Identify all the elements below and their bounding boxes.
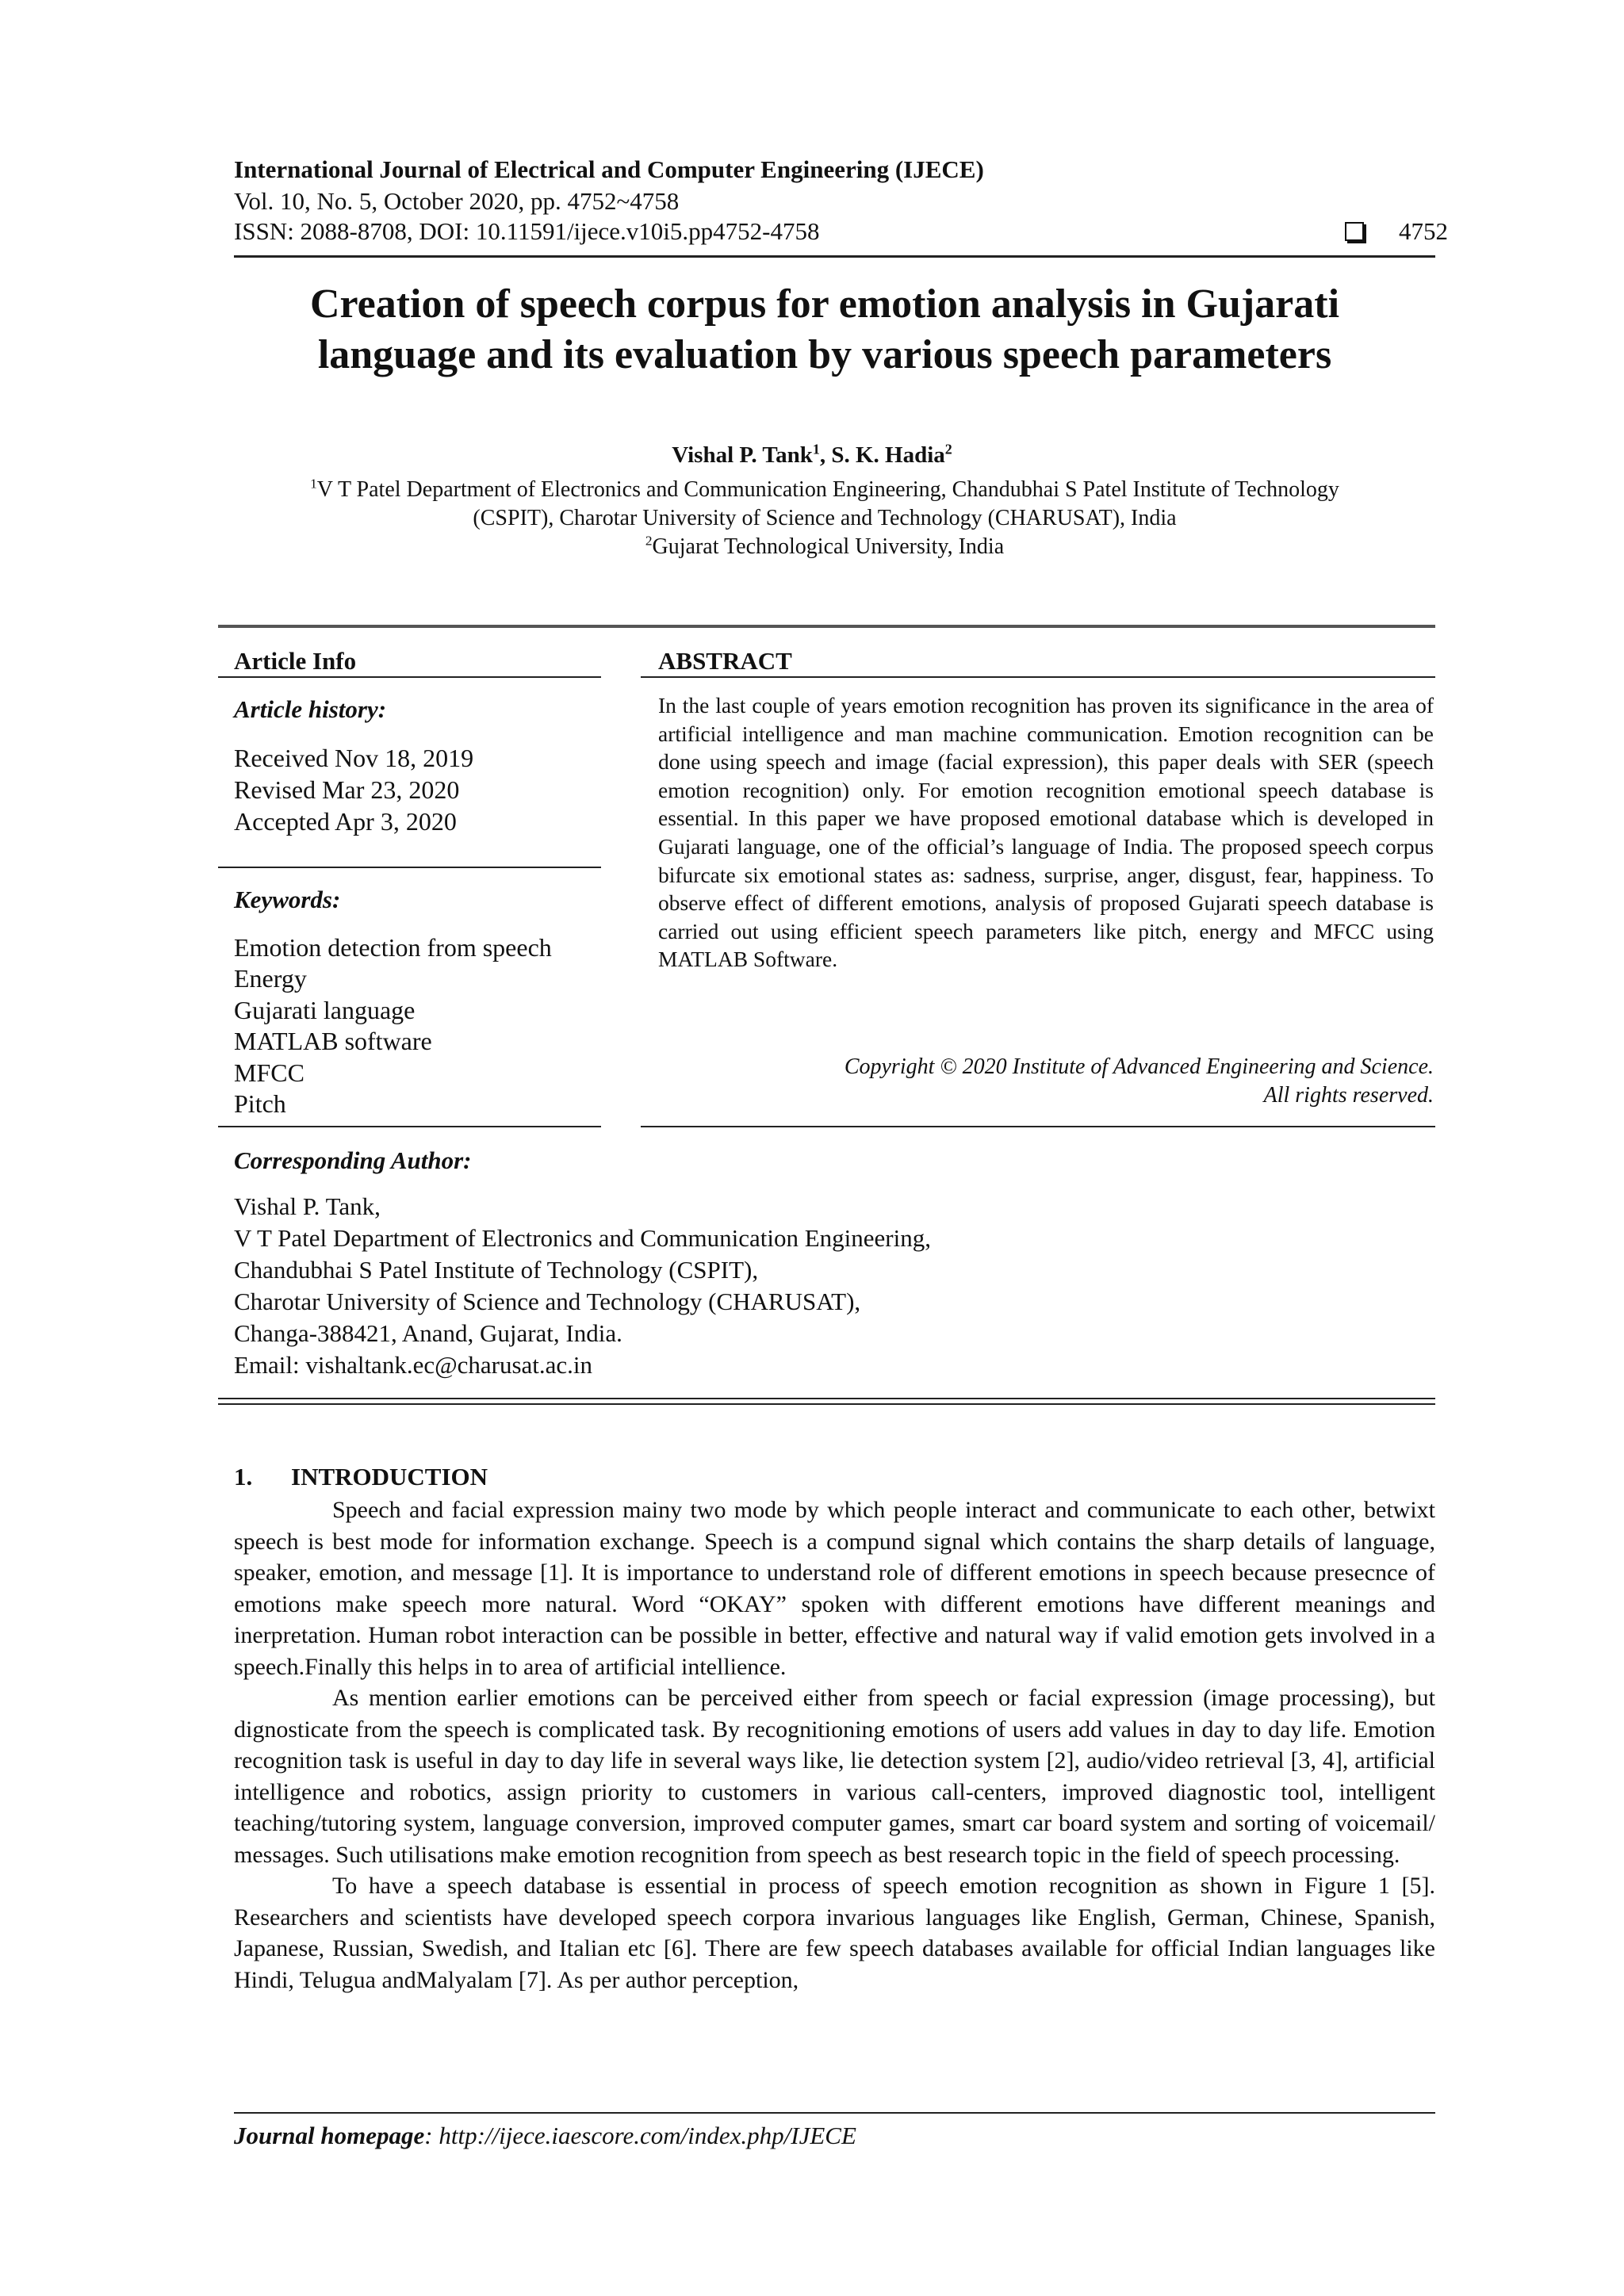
homepage-url[interactable]: http://ijece.iaescore.com/index.php/IJECE [439, 2122, 856, 2149]
journal-name: International Journal of Electrical and Computer Engineering (IJECE) [234, 155, 984, 183]
affiliation-2 [206, 533, 1443, 561]
revised-date: Revised Mar 23, 2020 [234, 775, 460, 804]
article-history-heading: Article history: [234, 695, 387, 723]
paragraph: Speech and facial expression mainy two mode by which people interact and communicate to each other, betwixt speech is best mode for information exchange. Speech is a compund signal which contains the sharp details of language, speaker, emotion, and message [1]. It is importance to understand role of different emotions in speech because presecnce of emotions make speech more natural. Word “OKAY” spoken with different emotions have different meanings and inerpretation. Human robot interaction can be possible in better, effective and natural way if valid emotion gets involved in a speech.Finally this helps in to area of artificial intellience. [234, 1497, 1435, 1680]
author-2-affil: 2 [944, 441, 952, 457]
corresponding-email: Email: vishaltank.ec@charusat.ac.in [234, 1351, 593, 1379]
keyword: Pitch [234, 1089, 286, 1119]
journal-homepage [234, 2122, 856, 2150]
page-number: 4752 [1399, 217, 1448, 245]
page-number-group [1345, 217, 1448, 246]
abstract-heading: ABSTRACT [658, 647, 792, 675]
header-rule [234, 255, 1435, 258]
checkbox-square-icon [1345, 222, 1364, 241]
corresponding-line: Chandubhai S Patel Institute of Technology (CSPIT), [234, 1256, 759, 1284]
keyword: MFCC [234, 1058, 304, 1087]
author-1: Vishal P. Tank [672, 442, 813, 468]
article-info-heading: Article Info [234, 647, 357, 675]
section-title: INTRODUCTION [291, 1463, 488, 1490]
corresponding-line: Charotar University of Science and Technology (CHARUSAT), [234, 1288, 861, 1315]
accepted-date: Accepted Apr 3, 2020 [234, 807, 457, 836]
article-info-rule [218, 676, 601, 678]
paragraph: To have a speech database is essential in process of speech emotion recognition as shown in Figure 1 [5]. Researchers and scientists have developed speech corpora invarious languages like English, German, Chinese, Spanish, Japanese, Russian, Swedish, and Italian etc [6]. There are few speech databases available for official Indian languages like Hindi, Telugua andMalyalam [7]. As per author perception, [234, 1873, 1435, 1993]
author-separator: , [819, 442, 832, 468]
author-1-affil: 1 [812, 441, 820, 457]
info-box-top-rule [218, 625, 1435, 628]
affiliation-1-line-2: (CSPIT), Charotar University of Science and Technology (CHARUSAT), India [473, 506, 1177, 530]
copyright-line-1: Copyright © 2020 Institute of Advanced Engineering and Science. [844, 1054, 1434, 1079]
corresponding-line: Vishal P. Tank, [234, 1192, 381, 1220]
homepage-separator: : [424, 2122, 439, 2149]
corresponding-line: Changa-388421, Anand, Gujarat, India. [234, 1319, 622, 1347]
introduction-body [234, 1494, 1435, 1996]
author-2: S. K. Hadia [831, 442, 945, 468]
abstract-text: In the last couple of years emotion recognition has proven its significance in the area of artificial intelligence and man machine communication. Emotion recognition can be done using speech and image (facial expression), this paper deals with SER (speech emotion recognition) only. For emotion recognition emotional speech database is essential. In this paper we have proposed emotional database which is developed in Gujarati language, one of the official’s language of India. The proposed speech corpus bifurcate six emotional states as: sadness, surprise, anger, disgust, fear, happiness. To observe effect of different emotions, analysis of proposed Gujarati speech database is carried out using efficient speech parameters like pitch, energy and MFCC using MATLAB Software. [658, 693, 1434, 972]
author-list [0, 442, 1624, 469]
homepage-label: Journal homepage [234, 2122, 425, 2149]
history-keywords-rule [218, 867, 601, 868]
volume-info: Vol. 10, No. 5, October 2020, pp. 4752~4758 [234, 187, 680, 215]
keywords-heading: Keywords: [234, 886, 341, 913]
affiliation-1-line-1: V T Patel Department of Electronics and Communication Engineering, Chandubhai S Patel Institute of Technology [316, 477, 1339, 502]
info-right-bottom-rule [641, 1126, 1435, 1127]
front-matter-bottom-rule-1 [218, 1398, 1435, 1399]
affiliation-2-marker: 2 [645, 533, 653, 549]
corresponding-author-heading: Corresponding Author: [234, 1146, 472, 1174]
section-number: 1. [234, 1463, 253, 1490]
footer-rule [234, 2112, 1435, 2114]
affiliation-1 [206, 476, 1443, 533]
info-left-bottom-rule [218, 1126, 601, 1127]
affiliation-2-text: Gujarat Technological University, India [652, 534, 1005, 559]
paragraph: As mention earlier emotions can be perceived either from speech or facial expression (image processing), but dignosticate from the speech is complicated task. By recognitioning emotions of users add values in day to day life. Emotion recognition task is useful in day to day life in several ways like, lie detection system [2], audio/video retrieval [3, 4], artificial intelligence and robotics, assign priority to customers in various call-centers, improved diagnostic tool, intelligent teaching/tutoring system, language conversion, improved computer games, smart car board system and sorting of voicemail/ messages. Such utilisations make emotion recognition from speech as best research topic in the field of speech processing. [234, 1685, 1435, 1868]
keyword: Emotion detection from speech [234, 933, 552, 962]
received-date: Received Nov 18, 2019 [234, 744, 474, 772]
keywords-list [234, 932, 595, 1119]
paper-title [206, 279, 1443, 381]
corresponding-line: V T Patel Department of Electronics and Communication Engineering, [234, 1224, 931, 1252]
section-heading-introduction [234, 1463, 488, 1491]
affiliation-1-marker: 1 [310, 476, 317, 492]
issn-doi: ISSN: 2088-8708, DOI: 10.11591/ijece.v10i5.pp4752-4758 [234, 217, 820, 245]
keyword: MATLAB software [234, 1027, 432, 1056]
article-history [234, 742, 595, 837]
keyword: Gujarati language [234, 995, 416, 1024]
copyright-line-2: All rights reserved. [1263, 1083, 1434, 1108]
keyword: Energy [234, 964, 307, 993]
abstract-rule [641, 676, 1435, 678]
corresponding-author-block [234, 1191, 931, 1381]
title-line-2: language and its evaluation by various speech parameters [317, 332, 1332, 377]
front-matter-bottom-rule-2 [218, 1403, 1435, 1405]
title-line-1: Creation of speech corpus for emotion analysis in Gujarati [309, 281, 1340, 327]
